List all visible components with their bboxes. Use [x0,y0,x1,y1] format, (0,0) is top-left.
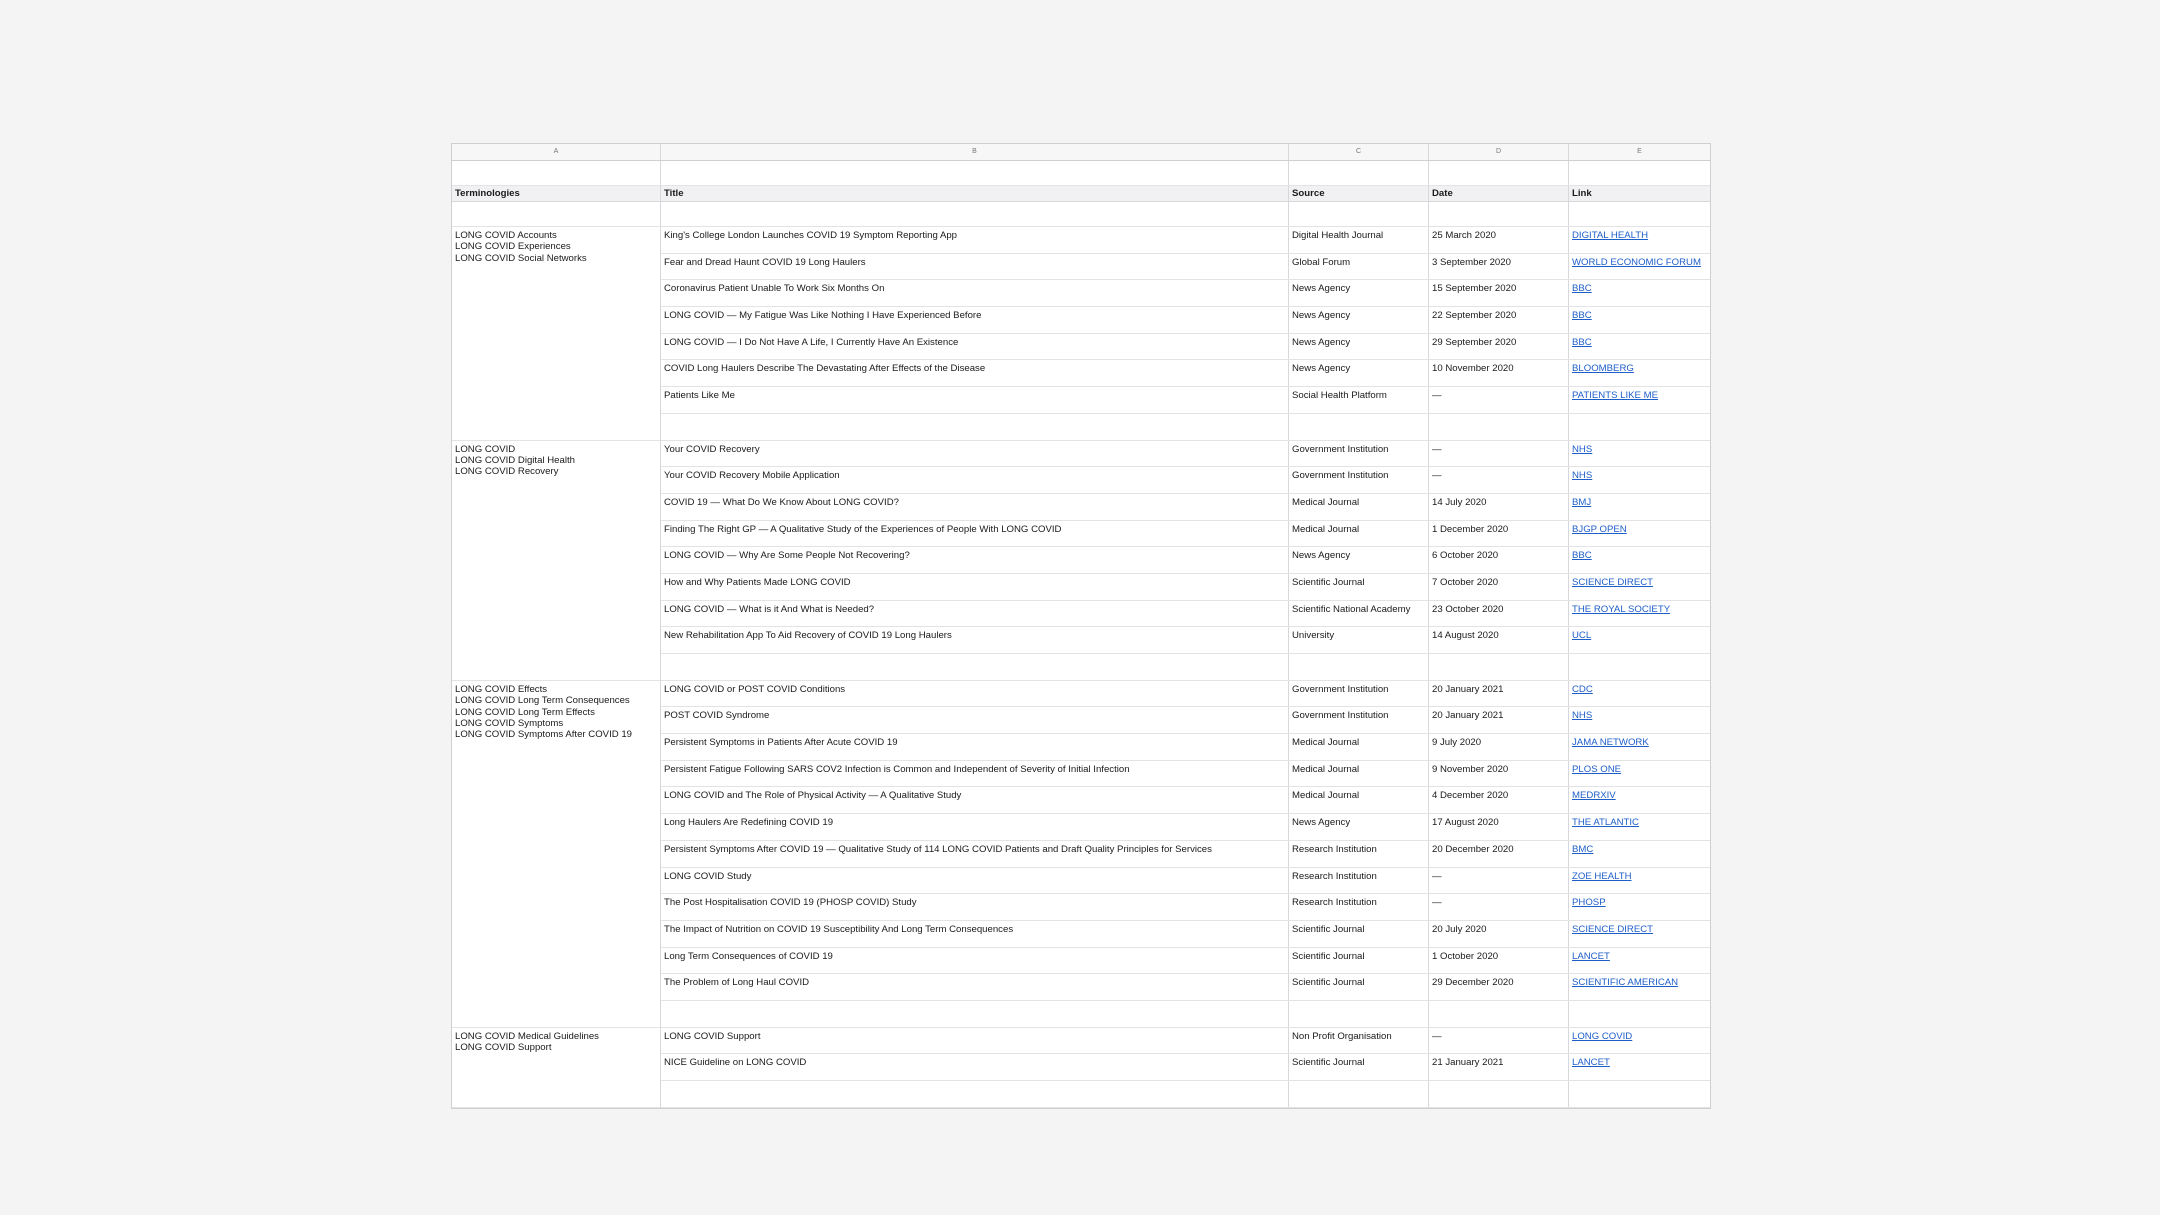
link-cell[interactable] [1569,334,1710,360]
date-cell[interactable]: 9 July 2020 [1429,734,1569,760]
title-cell[interactable]: LONG COVID — My Fatigue Was Like Nothing I Have Experienced Before [661,307,1289,333]
cell[interactable] [1429,202,1569,226]
terminology-group [452,227,1710,441]
source-link[interactable]: BLOOMBERG [1572,363,1634,375]
title-cell[interactable]: Finding The Right GP — A Qualitative Study of the Experiences of People With LONG COVID [661,521,1289,547]
column-header-c[interactable]: C [1289,144,1429,160]
source-cell[interactable]: News Agency [1289,814,1429,840]
table-row [661,601,1710,628]
date-cell[interactable]: 14 July 2020 [1429,494,1569,520]
link-cell[interactable] [1569,841,1710,867]
link-cell[interactable] [1569,441,1710,467]
table-row [661,974,1710,1001]
date-cell[interactable]: 1 October 2020 [1429,948,1569,974]
cell[interactable] [1289,202,1429,226]
title-cell[interactable]: LONG COVID Support [661,1028,1289,1054]
source-link[interactable]: SCIENCE DIRECT [1572,923,1654,935]
source-link[interactable]: PATIENTS LIKE ME [1572,390,1659,402]
table-row [661,627,1710,654]
source-cell[interactable]: Research Institution [1289,868,1429,894]
date-cell[interactable]: 29 December 2020 [1429,974,1569,1000]
cell[interactable] [452,202,661,226]
source-cell[interactable]: Scientific Journal [1289,921,1429,947]
group-rows [661,681,1710,1028]
header-source[interactable]: Source [1289,186,1429,201]
date-cell[interactable]: 4 December 2020 [1429,787,1569,813]
link-cell[interactable] [1569,627,1710,653]
table-row [661,494,1710,521]
cell[interactable] [661,414,1289,440]
title-cell[interactable]: New Rehabilitation App To Aid Recovery of COVID 19 Long Haulers [661,627,1289,653]
title-cell[interactable]: Patients Like Me [661,387,1289,413]
column-header-d[interactable]: D [1429,144,1569,160]
title-cell[interactable]: COVID Long Haulers Describe The Devastating After Effects of the Disease [661,360,1289,386]
table-row [661,734,1710,761]
source-cell[interactable]: Government Institution [1289,467,1429,493]
title-cell[interactable]: Persistent Symptoms in Patients After Acute COVID 19 [661,734,1289,760]
date-cell[interactable]: 3 September 2020 [1429,254,1569,280]
group-rows [661,1028,1710,1108]
cell[interactable] [1569,414,1710,440]
date-cell[interactable]: — [1429,1028,1569,1054]
terminology-label: LONG COVID Experiences [455,241,571,253]
date-cell[interactable]: 9 November 2020 [1429,761,1569,787]
title-cell[interactable]: LONG COVID and The Role of Physical Activity — A Qualitative Study [661,787,1289,813]
source-cell[interactable]: Research Institution [1289,841,1429,867]
link-cell[interactable] [1569,254,1710,280]
group-rows [661,441,1710,681]
source-link[interactable]: BBC [1572,336,1592,348]
link-cell[interactable] [1569,360,1710,386]
source-cell[interactable]: Scientific National Academy [1289,601,1429,627]
link-cell[interactable] [1569,574,1710,600]
terminology-label: LONG COVID Support [455,1042,552,1054]
source-link[interactable]: THE ATLANTIC [1572,817,1639,829]
title-cell[interactable]: NICE Guideline on LONG COVID [661,1054,1289,1080]
source-link[interactable]: PHOSP [1572,897,1606,909]
table-row [661,707,1710,734]
cell[interactable] [1429,414,1569,440]
source-link[interactable]: DIGITAL HEALTH [1572,230,1649,241]
column-headers [452,144,1710,161]
title-cell[interactable]: Long Haulers Are Redefining COVID 19 [661,814,1289,840]
source-link[interactable]: WORLD ECONOMIC FORUM [1572,256,1701,268]
title-cell[interactable]: Long Term Consequences of COVID 19 [661,948,1289,974]
date-cell[interactable]: 20 December 2020 [1429,841,1569,867]
source-link[interactable]: BBC [1572,310,1592,322]
link-cell[interactable] [1569,734,1710,760]
cell[interactable] [1569,1001,1710,1027]
source-link[interactable]: LANCET [1572,1057,1610,1069]
table-row [661,334,1710,361]
date-cell[interactable]: — [1429,868,1569,894]
title-cell[interactable]: LONG COVID or POST COVID Conditions [661,681,1289,707]
blank-row [661,1081,1710,1108]
blank-row [661,414,1710,441]
source-cell[interactable]: Global Forum [1289,254,1429,280]
cell[interactable] [1429,654,1569,680]
date-cell[interactable]: — [1429,441,1569,467]
link-cell[interactable] [1569,814,1710,840]
source-link[interactable]: LONG COVID [1572,1030,1633,1042]
title-cell[interactable]: The Impact of Nutrition on COVID 19 Susceptibility And Long Term Consequences [661,921,1289,947]
title-cell[interactable]: LONG COVID Study [661,868,1289,894]
source-link[interactable]: PLOS ONE [1572,763,1622,775]
date-cell[interactable]: 10 November 2020 [1429,360,1569,386]
blank-row [452,161,1710,186]
title-cell[interactable]: Your COVID Recovery [661,441,1289,467]
source-link[interactable]: NHS [1572,443,1593,455]
link-cell[interactable] [1569,280,1710,306]
table-row [661,307,1710,334]
table-row [661,280,1710,307]
terminology-group [452,681,1710,1028]
source-link[interactable]: MEDRXIV [1572,790,1616,802]
source-link[interactable]: BBC [1572,283,1592,295]
table-row [661,1054,1710,1081]
title-cell[interactable]: Your COVID Recovery Mobile Application [661,467,1289,493]
terminologies-cell[interactable] [452,681,661,1028]
title-cell[interactable]: The Problem of Long Haul COVID [661,974,1289,1000]
date-cell[interactable]: 22 September 2020 [1429,307,1569,333]
date-cell[interactable]: 14 August 2020 [1429,627,1569,653]
link-cell[interactable] [1569,227,1710,253]
terminology-group [452,1028,1710,1108]
link-cell[interactable] [1569,894,1710,920]
terminologies-cell[interactable] [452,441,661,681]
cell[interactable] [1569,202,1710,226]
cell[interactable] [1569,1081,1710,1107]
source-cell[interactable]: News Agency [1289,547,1429,573]
source-link[interactable]: ZOE HEALTH [1572,870,1632,882]
link-cell[interactable] [1569,547,1710,573]
date-cell[interactable]: 20 January 2021 [1429,681,1569,707]
title-cell[interactable]: Fear and Dread Haunt COVID 19 Long Haulers [661,254,1289,280]
source-link[interactable]: BJGP OPEN [1572,523,1627,535]
column-header-e[interactable]: E [1637,148,1642,155]
source-cell[interactable]: Medical Journal [1289,761,1429,787]
link-cell[interactable] [1569,307,1710,333]
link-cell[interactable] [1569,467,1710,493]
title-cell[interactable]: The Post Hospitalisation COVID 19 (PHOSP COVID) Study [661,894,1289,920]
source-link[interactable]: LANCET [1572,950,1610,962]
date-cell[interactable]: — [1429,387,1569,413]
cell[interactable] [661,1081,1289,1107]
table-row [661,1028,1710,1055]
terminology-group [452,441,1710,681]
table-row [661,574,1710,601]
link-cell[interactable] [1569,1028,1710,1054]
source-cell[interactable]: Non Profit Organisation [1289,1028,1429,1054]
table-row [661,841,1710,868]
title-cell[interactable]: LONG COVID — What is it And What is Needed? [661,601,1289,627]
column-header-a[interactable]: A [452,144,661,160]
title-cell[interactable]: King's College London Launches COVID 19 Symptom Reporting App [661,227,1289,253]
date-cell[interactable]: 20 January 2021 [1429,707,1569,733]
source-cell[interactable]: Medical Journal [1289,494,1429,520]
date-cell[interactable]: — [1429,894,1569,920]
source-link[interactable]: NHS [1572,710,1593,722]
header-date[interactable]: Date [1429,186,1569,201]
link-cell[interactable] [1569,601,1710,627]
link-cell[interactable] [1569,787,1710,813]
title-cell[interactable]: LONG COVID — Why Are Some People Not Recovering? [661,547,1289,573]
terminologies-cell[interactable] [452,1028,661,1108]
source-cell[interactable]: Scientific Journal [1289,574,1429,600]
source-cell[interactable]: Research Institution [1289,894,1429,920]
table-row [661,948,1710,975]
terminology-label: LONG COVID Social Networks [455,252,587,264]
table-row [661,441,1710,468]
source-link[interactable]: SCIENCE DIRECT [1572,576,1654,588]
table-row [661,547,1710,574]
terminology-label: LONG COVID Symptoms After COVID 19 [455,729,632,741]
source-link[interactable]: BMC [1572,843,1594,855]
terminology-label: LONG COVID Long Term Effects [455,706,595,718]
source-cell[interactable]: Medical Journal [1289,787,1429,813]
terminology-label: LONG COVID Long Term Consequences [455,695,630,707]
table-row [661,521,1710,548]
table-header-row [452,186,1710,202]
source-cell[interactable]: Scientific Journal [1289,974,1429,1000]
table-row [661,894,1710,921]
cell[interactable] [1569,161,1710,185]
date-cell[interactable]: 29 September 2020 [1429,334,1569,360]
link-cell[interactable] [1569,387,1710,413]
header-link[interactable]: Link [1572,188,1592,199]
spreadsheet [451,143,1711,1109]
terminology-label: LONG COVID Accounts [455,230,557,241]
cell[interactable] [1429,1001,1569,1027]
terminology-label: LONG COVID Effects [455,683,548,695]
cell[interactable] [1289,1001,1429,1027]
cell[interactable] [1289,161,1429,185]
source-cell[interactable]: University [1289,627,1429,653]
table-row [661,227,1710,254]
table-row [661,681,1710,708]
link-cell[interactable] [1569,974,1710,1000]
table-row [661,254,1710,281]
cell[interactable] [1289,654,1429,680]
cell[interactable] [661,654,1289,680]
header-title[interactable]: Title [661,186,1289,201]
source-link[interactable]: BBC [1572,550,1592,562]
source-cell[interactable]: Scientific Journal [1289,948,1429,974]
source-cell[interactable]: News Agency [1289,280,1429,306]
source-link[interactable]: BMJ [1572,496,1592,508]
link-cell[interactable] [1569,948,1710,974]
date-cell[interactable]: 21 January 2021 [1429,1054,1569,1080]
link-cell[interactable] [1569,868,1710,894]
cell[interactable] [661,1001,1289,1027]
source-cell[interactable]: Government Institution [1289,441,1429,467]
cell[interactable] [661,161,1289,185]
terminology-label: LONG COVID Recovery [455,466,559,478]
table-body [452,227,1710,1108]
source-cell[interactable]: News Agency [1289,360,1429,386]
date-cell[interactable]: 25 March 2020 [1429,227,1569,253]
source-cell[interactable]: Social Health Platform [1289,387,1429,413]
source-link[interactable]: JAMA NETWORK [1572,737,1649,749]
table-row [661,868,1710,895]
cell[interactable] [1289,414,1429,440]
title-cell[interactable]: POST COVID Syndrome [661,707,1289,733]
link-cell[interactable] [1569,707,1710,733]
source-link[interactable]: THE ROYAL SOCIETY [1572,603,1671,615]
group-rows [661,227,1710,441]
source-cell[interactable]: News Agency [1289,334,1429,360]
link-cell[interactable] [1569,681,1710,707]
date-cell[interactable]: 6 October 2020 [1429,547,1569,573]
link-cell[interactable] [1569,921,1710,947]
source-cell[interactable]: Government Institution [1289,681,1429,707]
blank-row [661,654,1710,681]
source-cell[interactable]: Digital Health Journal [1289,227,1429,253]
source-cell[interactable]: News Agency [1289,307,1429,333]
date-cell[interactable]: 15 September 2020 [1429,280,1569,306]
table-row [661,787,1710,814]
source-link[interactable]: UCL [1572,630,1592,642]
cell[interactable] [1289,1081,1429,1107]
date-cell[interactable]: 7 October 2020 [1429,574,1569,600]
title-cell[interactable]: LONG COVID — I Do Not Have A Life, I Currently Have An Existence [661,334,1289,360]
cell[interactable] [661,202,1289,226]
table-row [661,761,1710,788]
column-header-b[interactable]: B [661,144,1289,160]
title-cell[interactable]: How and Why Patients Made LONG COVID [661,574,1289,600]
date-cell[interactable]: — [1429,467,1569,493]
table-row [661,921,1710,948]
source-cell[interactable]: Government Institution [1289,707,1429,733]
link-cell[interactable] [1569,494,1710,520]
link-cell[interactable] [1569,761,1710,787]
title-cell[interactable]: Coronavirus Patient Unable To Work Six Months On [661,280,1289,306]
table-row [661,467,1710,494]
source-link[interactable]: CDC [1572,683,1593,695]
source-cell[interactable]: Medical Journal [1289,521,1429,547]
title-cell[interactable]: Persistent Fatigue Following SARS COV2 Infection is Common and Independent of Severity of Initial Infection [661,761,1289,787]
source-cell[interactable]: Scientific Journal [1289,1054,1429,1080]
link-cell[interactable] [1569,521,1710,547]
cell[interactable] [1429,1081,1569,1107]
cell[interactable] [1569,654,1710,680]
table-row [661,360,1710,387]
link-cell[interactable] [1569,1054,1710,1080]
header-terminologies[interactable]: Terminologies [452,186,661,201]
terminology-label: LONG COVID Symptoms [455,717,564,729]
date-cell[interactable]: 17 August 2020 [1429,814,1569,840]
title-cell[interactable]: Persistent Symptoms After COVID 19 — Qualitative Study of 114 LONG COVID Patients and Draft Quality Principles for Services [661,841,1289,867]
terminology-label: LONG COVID [455,443,516,455]
date-cell[interactable]: 1 December 2020 [1429,521,1569,547]
source-cell[interactable]: Medical Journal [1289,734,1429,760]
terminology-label: LONG COVID Medical Guidelines [455,1030,599,1042]
date-cell[interactable]: 20 July 2020 [1429,921,1569,947]
source-link[interactable]: NHS [1572,470,1593,482]
terminologies-cell[interactable] [452,227,661,441]
table-row [661,387,1710,414]
blank-row [452,202,1710,227]
cell[interactable] [1429,161,1569,185]
title-cell[interactable]: COVID 19 — What Do We Know About LONG COVID? [661,494,1289,520]
terminology-label: LONG COVID Digital Health [455,454,575,466]
blank-row [661,1001,1710,1028]
source-link[interactable]: SCIENTIFIC AMERICAN [1572,977,1679,989]
date-cell[interactable]: 23 October 2020 [1429,601,1569,627]
cell[interactable] [452,161,661,185]
table-row [661,814,1710,841]
